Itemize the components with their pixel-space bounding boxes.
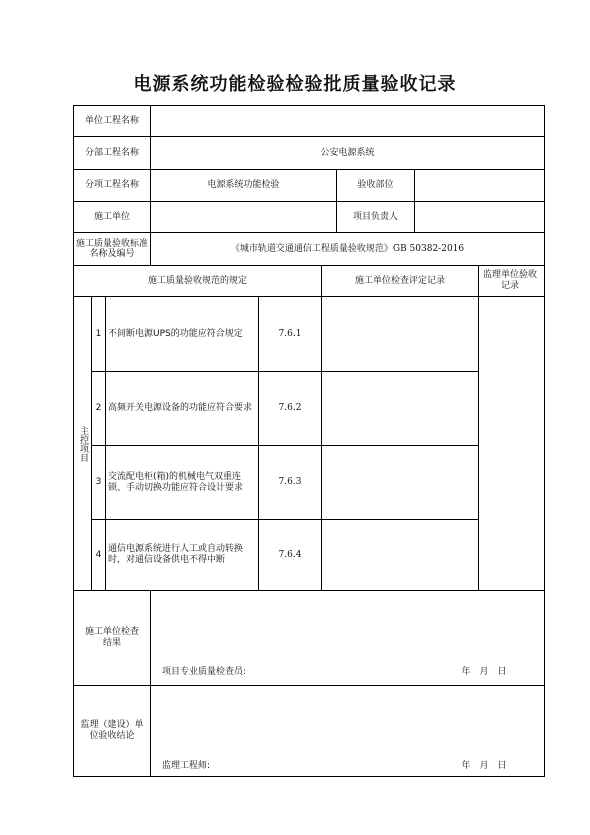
acceptance-record-table — [73, 105, 545, 777]
page-title: 电源系统功能检验检验批质量验收记录 — [133, 74, 457, 95]
main-control-items-label: 主控项目 — [78, 425, 88, 462]
item-check-record[interactable] — [322, 372, 478, 445]
item-check-record[interactable] — [322, 446, 478, 519]
spec-column-header: 施工质量验收规范的规定 — [147, 275, 247, 286]
item-requirement: 高频开关电源设备的功能应符合要求 — [108, 403, 253, 413]
supervision-date: 年 月 日 — [461, 760, 507, 771]
unit-project-value[interactable] — [151, 106, 544, 136]
item-project-label: 分项工程名称 — [84, 180, 139, 190]
item-clause: 7.6.4 — [278, 549, 302, 560]
item-clause: 7.6.3 — [278, 477, 302, 487]
standard-label: 施工质量验收标准名称及编号 — [76, 239, 149, 259]
acceptance-part-value[interactable] — [415, 170, 544, 201]
sub-project-value[interactable]: 公安电源系统 — [320, 147, 375, 158]
construction-result-area[interactable] — [151, 591, 544, 661]
item-requirement: 通信电源系统进行人工或自动转换时，对通信设备供电不得中断 — [108, 544, 244, 565]
item-number: 1 — [95, 328, 102, 339]
project-manager-label: 项目负责人 — [352, 211, 398, 222]
sub-project-label: 分部工程名称 — [84, 147, 139, 158]
item-check-record[interactable] — [322, 520, 478, 590]
check-record-column-header: 施工单位检查评定记录 — [354, 275, 445, 286]
item-number: 4 — [95, 549, 102, 560]
supervision-result-label: 监理（建设）单位验收结论 — [80, 720, 144, 741]
construction-date: 年 月 日 — [461, 666, 507, 677]
project-manager-value[interactable] — [415, 202, 544, 232]
supervision-engineer-label: 监理工程师: — [162, 760, 211, 771]
standard-value: 《城市轨道交通通信工程质量验收规范》GB 50382-2016 — [230, 243, 465, 254]
item-requirement: 交流配电柜(箱)的机械电气双重连锁、手动切换功能应符合设计要求 — [108, 471, 244, 493]
construction-unit-label: 施工单位 — [93, 211, 130, 222]
construction-unit-value[interactable] — [151, 202, 336, 232]
acceptance-part-label: 验收部位 — [357, 180, 394, 190]
inspector-signature-label: 项目专业质量检查员: — [162, 666, 247, 677]
item-requirement: 不间断电源UPS的功能应符合规定 — [108, 328, 243, 339]
item-number: 2 — [95, 403, 102, 413]
item-check-record[interactable] — [322, 297, 478, 371]
item-number: 3 — [95, 477, 102, 487]
item-clause: 7.6.1 — [278, 328, 302, 339]
construction-result-label: 施工单位检查结果 — [84, 627, 139, 648]
supervision-record[interactable] — [479, 297, 544, 590]
item-project-value[interactable]: 电源系统功能检验 — [207, 180, 280, 190]
supervision-column-header: 监理单位验收记录 — [482, 270, 537, 291]
unit-project-label: 单位工程名称 — [84, 115, 139, 126]
item-clause: 7.6.2 — [278, 403, 302, 413]
supervision-result-area[interactable] — [151, 686, 544, 754]
